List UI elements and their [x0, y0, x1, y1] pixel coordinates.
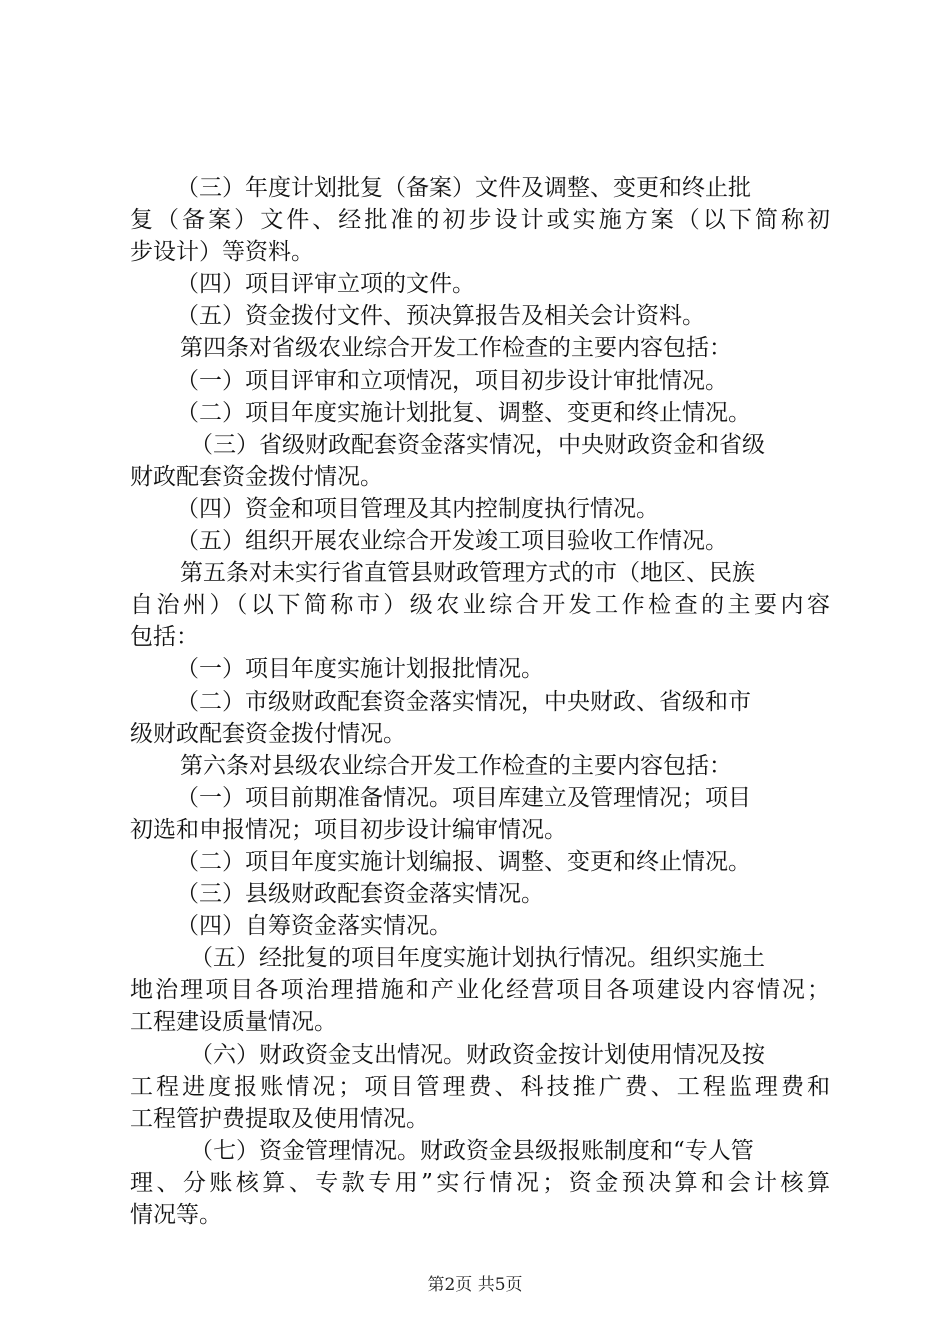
text-line: （三）年度计划批复（备案）文件及调整、变更和终止批	[176, 175, 751, 201]
text-line: （三）县级财政配套资金落实情况。	[176, 881, 544, 908]
text-line: （二）项目年度实施计划编报、调整、变更和终止情况。	[176, 848, 751, 875]
text-line: 理、分账核算、专款专用”实行情况；资金预决算和会计核算	[130, 1169, 830, 1196]
text-line: 工程进度报账情况；项目管理费、科技推广费、工程监理费和	[130, 1073, 830, 1100]
text-line: 包括：	[130, 624, 199, 651]
text-line: 财政配套资金拨付情况。	[130, 463, 383, 490]
text-line: （四）资金和项目管理及其内控制度执行情况。	[176, 495, 659, 522]
text-line: 初选和申报情况；项目初步设计编审情况。	[130, 816, 567, 843]
text-line: （五）资金拨付文件、预决算报告及相关会计资料。	[176, 303, 705, 330]
text-line: 级财政配套资金拨付情况。	[130, 720, 406, 747]
text-line: 工程管护费提取及使用情况。	[130, 1105, 429, 1132]
text-line: 工程建设质量情况。	[130, 1009, 337, 1036]
text-line: 地治理项目各项治理措施和产业化经营项目各项建设内容情况；	[130, 977, 830, 1004]
text-line: （四）自筹资金落实情况。	[176, 913, 452, 940]
text-line: 自治州）（以下简称市）级农业综合开发工作检查的主要内容	[130, 592, 830, 619]
text-line: 步设计）等资料。	[130, 239, 314, 266]
text-line: 第五条对未实行省直管县财政管理方式的市（地区、民族	[180, 560, 755, 587]
text-line: （五）组织开展农业综合开发竣工项目验收工作情况。	[176, 528, 728, 555]
text-line: 情况等。	[130, 1202, 222, 1228]
text-line: 第四条对省级农业综合开发工作检查的主要内容包括：	[180, 335, 732, 362]
text-line: （一）项目年度实施计划报批情况。	[176, 656, 544, 683]
text-line: （三）省级财政配套资金落实情况，中央财政资金和省级	[190, 431, 765, 458]
text-line: （四）项目评审立项的文件。	[176, 271, 475, 298]
text-line: 复（备案）文件、经批准的初步设计或实施方案（以下简称初	[130, 207, 830, 234]
text-line: （一）项目前期准备情况。项目库建立及管理情况；项目	[176, 784, 751, 811]
text-line: （一）项目评审和立项情况，项目初步设计审批情况。	[176, 367, 728, 394]
text-line: （二）市级财政配套资金落实情况，中央财政、省级和市	[176, 688, 751, 715]
text-line: （六）财政资金支出情况。财政资金按计划使用情况及按	[190, 1041, 765, 1068]
text-line: （七）资金管理情况。财政资金县级报账制度和“专人管	[190, 1137, 754, 1164]
text-line: （二）项目年度实施计划批复、调整、变更和终止情况。	[176, 399, 751, 426]
text-line: 第六条对县级农业综合开发工作检查的主要内容包括：	[180, 752, 732, 779]
document-body	[130, 172, 830, 1231]
page-footer: 第2页 共5页	[427, 1275, 523, 1295]
text-line: （五）经批复的项目年度实施计划执行情况。组织实施土	[190, 945, 765, 972]
